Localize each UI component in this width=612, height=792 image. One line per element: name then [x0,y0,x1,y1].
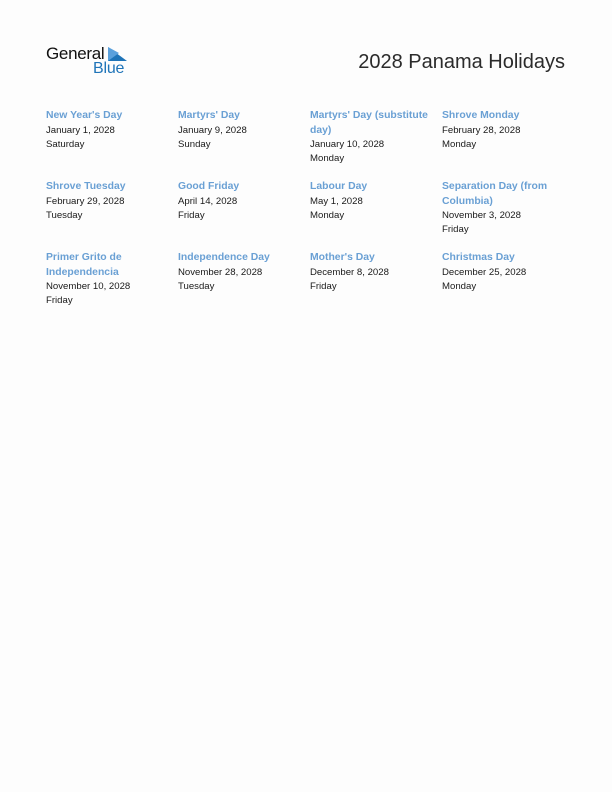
holiday-name: Martyrs' Day [178,110,240,121]
holiday-date: January 1, 2028 [46,124,115,136]
holiday-item [46,109,178,172]
holiday-name: Shrove Monday [442,110,520,121]
holiday-weekday: Saturday [46,138,85,150]
holiday-weekday: Tuesday [178,280,215,292]
holiday-name: Mother's Day [310,252,375,263]
holiday-item [46,251,178,314]
holiday-name: Good Friday [178,181,240,192]
logo-word-blue: Blue [93,60,125,77]
holiday-name: New Year's Day [46,110,123,121]
holiday-date: November 10, 2028 [46,281,131,292]
holiday-name: Christmas Day [442,252,515,263]
holiday-weekday: Friday [178,209,205,221]
holiday-weekday: Monday [310,153,345,164]
generalblue-logo [46,44,132,80]
logo-word-general: General [46,44,105,63]
holiday-item [178,251,310,314]
holiday-weekday: Friday [310,280,337,292]
holiday-weekday: Sunday [178,138,211,150]
holiday-item [310,180,442,243]
holiday-weekday: Monday [442,138,477,150]
holiday-weekday: Monday [442,280,477,292]
holiday-name: Labour Day [310,181,368,192]
holiday-date: December 25, 2028 [442,266,527,278]
holiday-item [442,109,576,172]
holiday-grid [46,109,576,314]
holiday-date: November 28, 2028 [178,266,263,278]
holiday-weekday: Friday [442,224,469,235]
page-title: 2028 Panama Holidays [358,51,565,73]
holiday-weekday: Monday [310,209,345,221]
holiday-name: Independence Day [178,252,270,263]
holiday-item [442,251,576,314]
holiday-date: April 14, 2028 [178,195,238,207]
holiday-date: January 10, 2028 [310,139,385,150]
holiday-weekday: Friday [46,295,73,306]
holiday-date: February 28, 2028 [442,124,521,136]
holiday-weekday: Tuesday [46,209,83,221]
holiday-name: Shrove Tuesday [46,181,126,192]
holiday-date: February 29, 2028 [46,195,125,207]
holiday-item [310,109,442,172]
holiday-date: November 3, 2028 [442,210,521,221]
holiday-item [442,180,576,243]
holiday-date: May 1, 2028 [310,195,363,207]
holiday-name: Primer Grito de Independencia [46,252,122,278]
holiday-date: December 8, 2028 [310,266,389,278]
holiday-name: Martyrs' Day (substitute day) [310,110,428,136]
holiday-item [310,251,442,314]
holiday-item [178,180,310,243]
holiday-item [46,180,178,243]
holiday-date: January 9, 2028 [178,124,247,136]
holiday-name: Separation Day (from Columbia) [442,181,548,207]
holiday-item [178,109,310,172]
